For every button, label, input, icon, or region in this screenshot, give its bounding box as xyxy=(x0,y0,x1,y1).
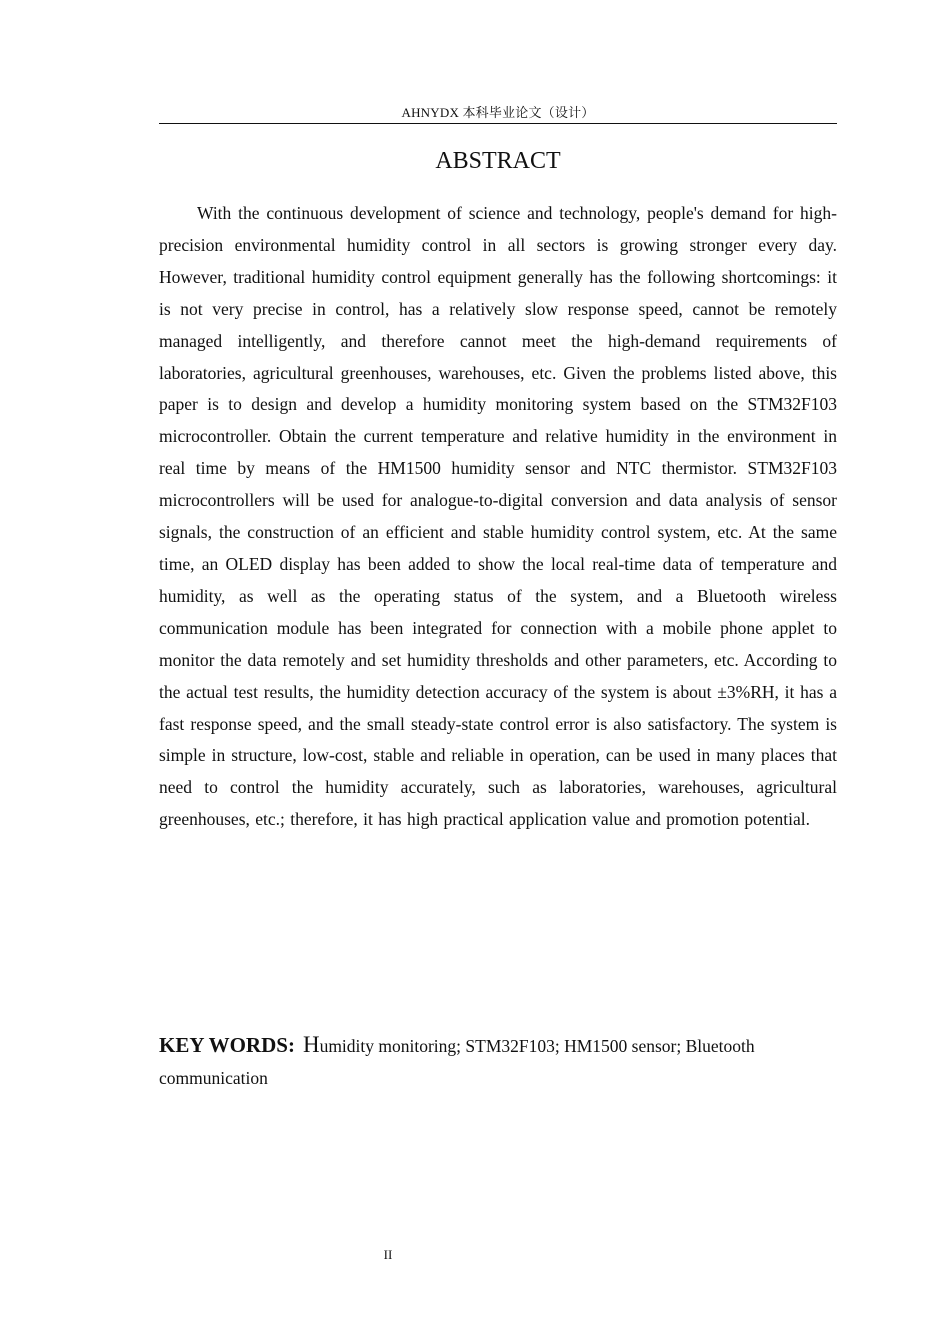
running-header: AHNYDX 本科毕业论文（设计） xyxy=(401,105,595,120)
header-rule xyxy=(159,123,837,124)
abstract-title: ABSTRACT xyxy=(435,148,561,174)
page-number: II xyxy=(383,1247,393,1262)
keywords-paragraph xyxy=(159,1029,837,1094)
keywords-list: umidity monitoring; STM32F103; HM1500 sensor; Bluetooth communication xyxy=(159,1036,755,1088)
keywords-first-letter: H xyxy=(302,1032,320,1057)
abstract-body: With the continuous development of science and technology, people's demand for high-precision environmental humidity control in all sectors is growing stronger every day. However, traditional humidity control equipment generally has the following shortcomings: it is not very precise in control, has a relatively slow response speed, cannot be remotely managed intelligently, and therefore cannot meet the high-demand requirements of laboratories, agricultural greenhouses, warehouses, etc. Given the problems listed above, this paper is to design and develop a humidity monitoring system based on the STM32F103 microcontroller. Obtain the current temperature and relative humidity in the environment in real time by means of the HM1500 humidity sensor and NTC thermistor. STM32F103 microcontrollers will be used for analogue-to-digital conversion and data analysis of sensor signals, the construction of an efficient and stable humidity control system, etc. At the same time, an OLED display has been added to show the local real-time data of temperature and humidity, as well as the operating status of the system, and a Bluetooth wireless communication module has been integrated for connection with a mobile phone applet to monitor the data remotely and set humidity thresholds and other parameters, etc. According to the actual test results, the humidity detection accuracy of the system is about ±3%RH, it has a fast response speed, and the small steady-state control error is also satisfactory. The system is simple in structure, low-cost, stable and reliable in operation, can be used in many places that need to control the humidity accurately, such as laboratories, warehouses, agricultural greenhouses, etc.; therefore, it has high practical application value and promotion potential. xyxy=(159,203,837,830)
keywords-label: KEY WORDS: xyxy=(159,1033,295,1057)
